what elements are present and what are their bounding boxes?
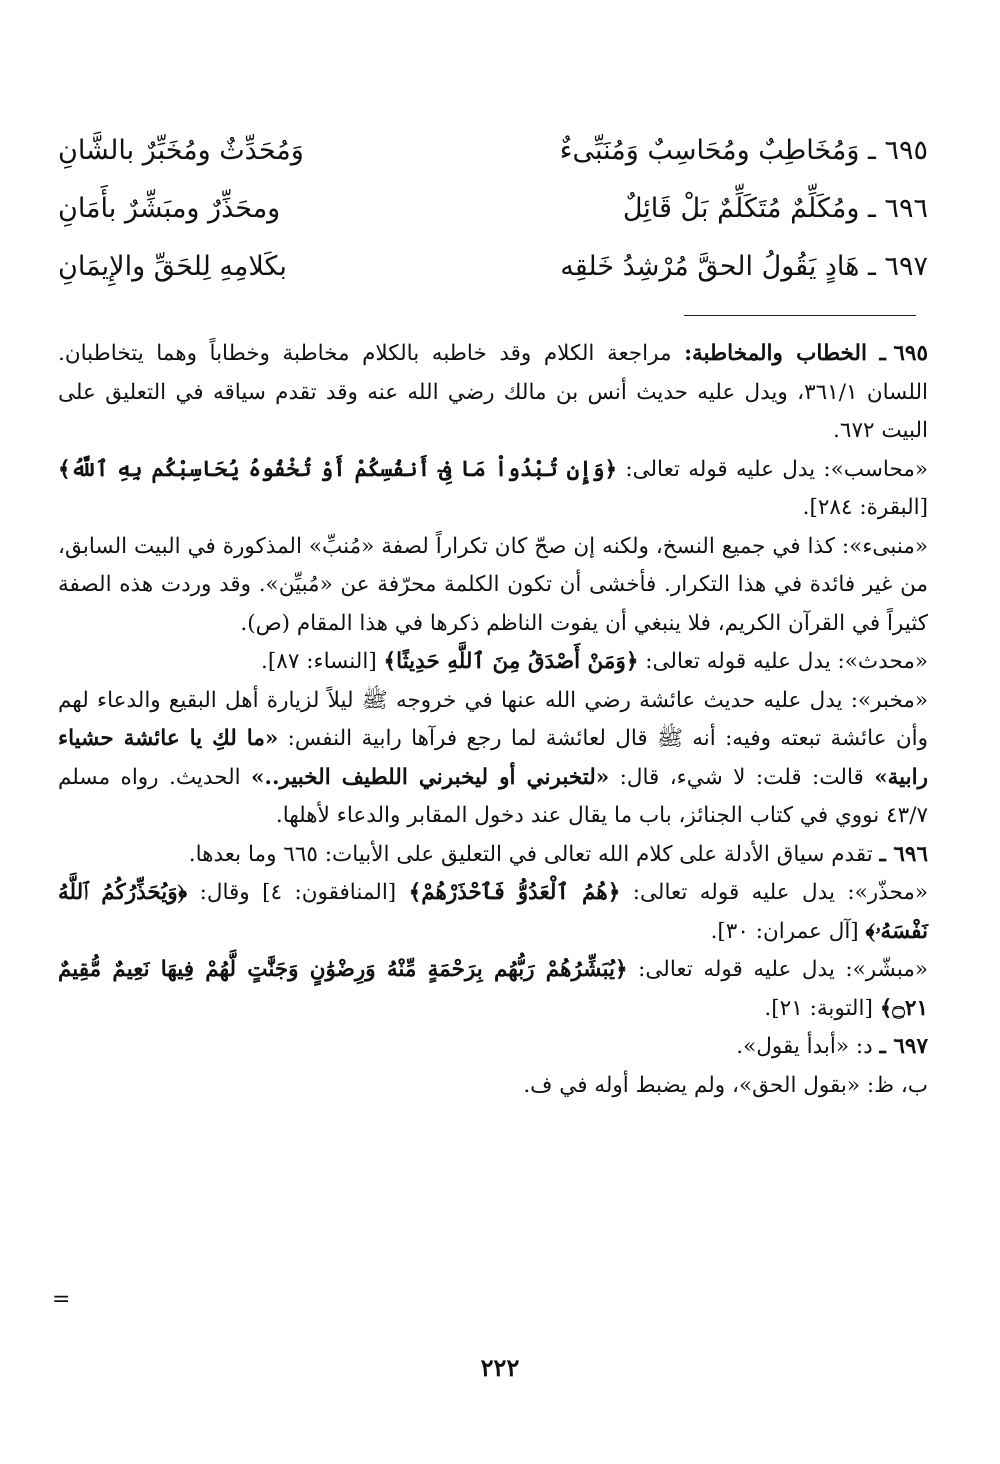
note-text: «مخبر»: يدل عليه حديث عائشة رضي الله عنها في خروجه ﷺ ليلاً لزيارة أهل البقيع والدعاء لهم وأن عائشة تبعته وفيه: أنه ﷺ قال لعائشة لما رجع فرآها رابية النفس: bbox=[58, 687, 929, 751]
note-heading: الخطاب والمخاطبة: bbox=[684, 341, 867, 366]
note-text: قالت: قلت: لا شيء، قال: bbox=[609, 764, 875, 790]
verse-696 bbox=[58, 180, 928, 238]
note-muhasib bbox=[58, 451, 928, 528]
note-mubashir bbox=[58, 951, 928, 1028]
note-695 bbox=[58, 335, 928, 836]
note-697 bbox=[58, 1028, 928, 1105]
citation: [التوبة: ٢١]. bbox=[764, 995, 880, 1021]
quran-quote: ﴿يُبَشِّرُهُمْ رَبُّهُم بِرَحْمَةٍ مِّنْهُ وَرِضْوَٰنٍ وَجَنَّٰتٍ لَّهُمْ فِيهَا نَعِيمٌ مُّقِيمٌ ۝٢١﴾ bbox=[58, 957, 928, 1021]
verse-first-hemistich: ٦٩٧ ـ هَادٍ يَقُولُ الحقَّ مُرْشِدُ خَلقِه bbox=[560, 251, 928, 282]
note-number: ٦٩٥ ـ bbox=[879, 341, 928, 366]
verse-695 bbox=[58, 122, 928, 180]
verse-second-hemistich: وَمُحَدِّثٌ ومُخَبِّرٌ بالشَّانِ bbox=[58, 135, 304, 166]
note-697-line bbox=[58, 1028, 928, 1067]
page-number: ٢٢٢ bbox=[480, 1353, 520, 1382]
note-text: مراجعة الكلام وقد خاطبه بالكلام مخاطبة وخطاباً وهما يتخاطبان. اللسان ٣٦١/١، ويدل عليه حديث أنس بن مالك رضي الله عنه وقد تقدم سياقه في التعليق على البيت ٦٧٢. bbox=[58, 341, 928, 443]
note-text: «محذّر»: يدل عليه قوله تعالى: bbox=[620, 880, 928, 905]
note-muhaddith bbox=[58, 643, 928, 682]
note-mukhbir bbox=[58, 682, 928, 836]
poem-verses bbox=[58, 122, 928, 296]
citation: [المنافقون: ٤] وقال: bbox=[187, 880, 409, 905]
note-muhadhir bbox=[58, 874, 928, 951]
note-696 bbox=[58, 836, 928, 1029]
note-text: تقدم سياق الأدلة على كلام الله تعالى في التعليق على الأبيات: ٦٦٥ وما بعدها. bbox=[188, 841, 880, 867]
citation: [النساء: ٨٧]. bbox=[261, 649, 384, 674]
note-text: «محاسب»: يدل عليه قوله تعالى: bbox=[617, 456, 929, 482]
note-696-intro bbox=[58, 836, 928, 875]
note-munabbi: «منبىء»: كذا في جميع النسخ، ولكنه إن صحّ كان تكراراً لصفة «مُنبِّ» المذكورة في البيت السابق، من غير فائدة في هذا التكرار. فأخشى أن تكون الكلمة محرّفة عن «مُبيِّن». وقد وردت هذه الصفة كثيراً في القرآن الكريم، فلا ينبغي أن يفوت الناظم ذكرها في هذا المقام (ص). bbox=[58, 533, 928, 636]
note-695-intro bbox=[58, 335, 928, 451]
note-number: ٦٩٦ ـ bbox=[879, 841, 928, 867]
note-number: ٦٩٧ ـ bbox=[879, 1034, 928, 1059]
quran-quote: ﴿وَيُحَذِّرُكُمُ ٱللَّهُ نَفْسَهُۥ﴾ bbox=[58, 880, 928, 944]
note-697-variant: ب، ظ: «بقول الحق»، ولم يضبط أوله في ف. bbox=[523, 1072, 928, 1098]
note-text: «محدث»: يدل عليه قوله تعالى: bbox=[638, 649, 928, 674]
quran-quote: ﴿وَمَنْ أَصْدَقُ مِنَ ٱللَّهِ حَدِيثًا﴾ bbox=[383, 649, 639, 674]
note-text: «مبشّر»: يدل عليه قوله تعالى: bbox=[627, 957, 928, 982]
citation: [البقرة: ٢٨٤]. bbox=[802, 495, 928, 520]
citation: [آل عمران: ٣٠]. bbox=[710, 918, 866, 944]
verse-second-hemistich: بكَلامِهِ لِلحَقِّ والإِيمَانِ bbox=[58, 251, 287, 282]
footnote-separator bbox=[684, 315, 916, 316]
note-text: د: «أبدأ يقول». bbox=[736, 1034, 880, 1059]
verse-first-hemistich: ٦٩٥ ـ وَمُخَاطِبٌ ومُحَاسِبٌ وَمُنَبِّىءٌ bbox=[559, 135, 928, 166]
hadith-quote: «ما لكِ يا عائشة حشياء رابية» bbox=[58, 726, 928, 790]
verse-697 bbox=[58, 238, 928, 296]
footnotes bbox=[58, 335, 928, 1105]
verse-first-hemistich: ٦٩٦ ـ ومُكَلِّمٌ مُتَكَلِّمٌ بَلْ قَائِلٌ bbox=[622, 193, 928, 224]
verse-second-hemistich: ومحَذِّرٌ ومبَشِّرٌ بأَمَانِ bbox=[58, 193, 281, 224]
quran-quote: ﴿وَإِن تُبْدُواْ مَا فِىٓ أَنفُسِكُمْ أَوْ تُخْفُوهُ يُحَاسِبْكُم بِهِ ٱللَّهُ﴾ bbox=[58, 456, 618, 482]
continuation-mark: = bbox=[52, 1287, 71, 1312]
hadith-quote: «لتخبرني أو ليخبرني اللطيف الخبير..» bbox=[251, 764, 610, 790]
quran-quote: ﴿هُمُ ٱلْعَدُوُّ فَٱحْذَرْهُمْ﴾ bbox=[408, 880, 621, 905]
note-text: الحديث. رواه مسلم ٤٣/٧ نووي في كتاب الجنائز، باب ما يقال عند دخول المقابر والدعاء لأهلها. bbox=[58, 764, 928, 828]
